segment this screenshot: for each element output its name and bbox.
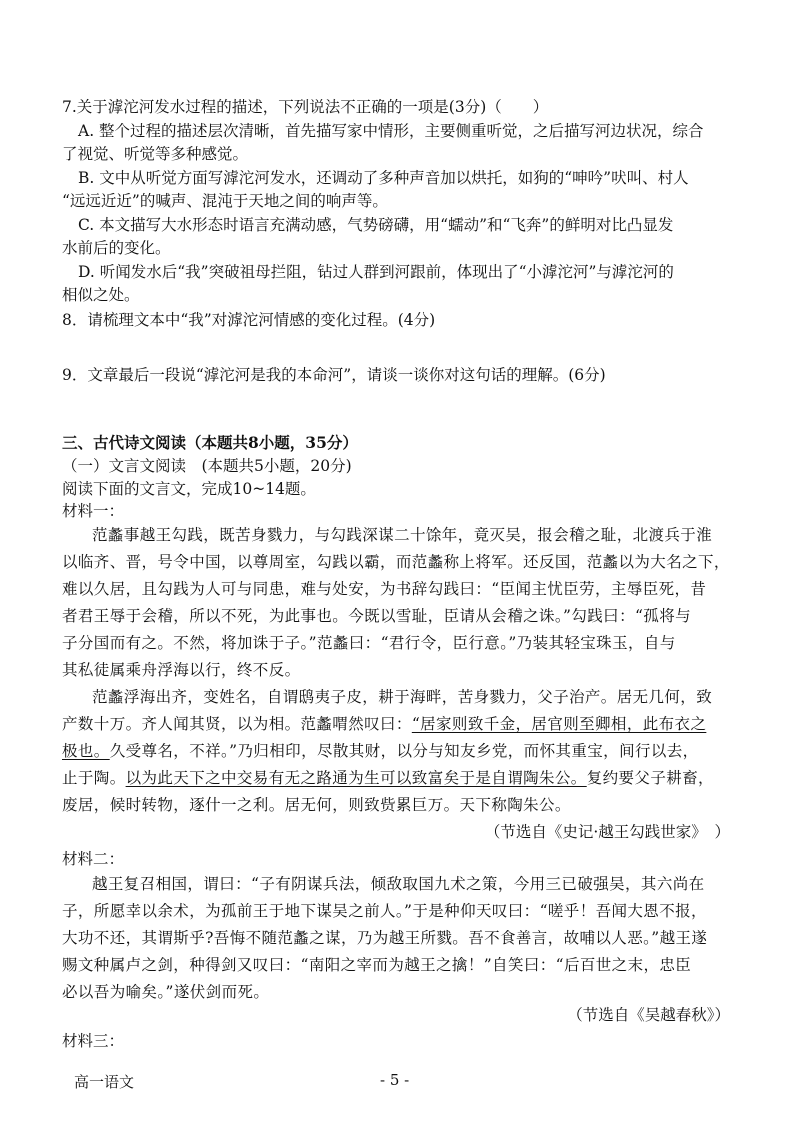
- question-9: 9．文章最后一段说“滹沱河是我的本命河”，请谈一谈你对这句话的理解。(6分): [62, 366, 606, 384]
- section-3-instruction: 阅读下面的文言文，完成10~14题。: [62, 480, 316, 498]
- m1-p1-line1: 范蠡事越王勾践，既苦身戮力，与勾践深谋二十馀年，竟灭吴，报会稽之耻，北渡兵于淮: [92, 526, 713, 544]
- material-2-label: 材料二：: [62, 850, 125, 868]
- m2-line5: 必以吾为喻矣。”遂伏剑而死。: [62, 983, 270, 1001]
- m1-p1-line3: 难以久居，且勾践为人可与同患，难与处安，为书辞勾践曰：“臣闻主忧臣劳，主辱臣死，昔: [62, 580, 707, 598]
- q7-option-a-line2: 了视觉、听觉等多种感觉。: [62, 145, 249, 163]
- page-number: - 5 -: [380, 1071, 410, 1089]
- q7-option-d-line2: 相似之处。: [62, 286, 140, 304]
- m2-line4: 赐文种属卢之剑，种得剑又叹曰：“南阳之宰而为越王之擒！”自笑曰：“后百世之末，忠臣: [62, 956, 692, 974]
- m1-p2-line5: 废居，候时转物，逐什一之利。居无何，则致赀累巨万。天下称陶朱公。: [62, 796, 571, 814]
- m2-line1: 越王复召相国，谓曰：“子有阴谋兵法，倾敌取国九术之策，今用三已破强吴，其六尚在: [92, 875, 705, 893]
- m1-p2-line4-tail: 复约要父子耕畜，: [586, 769, 714, 787]
- m1-underlined-sentence-b: 以为此天下之中交易有无之路通为生可以致富矣于是自谓陶朱公。: [125, 769, 587, 787]
- m2-source: （节选自《吴越春秋》）: [567, 1006, 730, 1024]
- m1-p1-line4: 者君王辱于会稽，所以不死，为此事也。今既以雪耻，臣请从会稽之诛。”勾践曰：“孤将与: [62, 607, 692, 625]
- q7-option-b-line2: “远远近近”的喊声、混沌于天地之间的响声等。: [62, 192, 388, 210]
- m1-p2-line4-text: 止于陶。: [62, 769, 126, 787]
- m1-underlined-sentence-a-end: 极也。: [62, 742, 110, 760]
- m1-p2-line2: [62, 713, 752, 735]
- m1-source: （节选自《史记·越王勾践世家》 ）: [484, 823, 730, 841]
- question-7-stem: 7.关于滹沱河发水过程的描述，下列说法不正确的一项是(3分)（ ）: [62, 98, 549, 116]
- q7-option-c-line2: 水前后的变化。: [62, 239, 171, 257]
- q7-option-d-line1: D. 听闻发水后“我”突破祖母拦阻，钻过人群到河跟前，体现出了“小滹沱河”与滹沱河的: [78, 263, 674, 281]
- m1-p2-line1: 范蠡浮海出齐，变姓名，自谓鸱夷子皮，耕于海畔，苦身戮力，父子治产。居无几何，致: [92, 688, 713, 706]
- material-3-label: 材料三：: [62, 1032, 125, 1050]
- m1-p2-line2-text: 产数十万。齐人闻其贤，以为相。范蠡喟然叹曰：: [62, 715, 412, 733]
- m1-underlined-sentence-a: “居家则致千金，居官则至卿相，此布衣之: [411, 715, 707, 733]
- m1-p2-line3-text: 久受尊名，不祥。”乃归相印，尽散其财，以分与知友乡党，而怀其重宝，间行以去，: [109, 742, 699, 760]
- m1-p1-line5: 子分国而有之。不然，将加诛于子。”范蠡曰：“君行令，臣行意。”乃装其轻宝珠玉，自与: [62, 634, 676, 652]
- m1-p1-line2: 以临齐、晋，号令中国，以尊周室，勾践以霸，而范蠡称上将军。还反国，范蠡以为大名之下，: [62, 553, 730, 571]
- section-3-title: 三、古代诗文阅读（本题共8小题，35分）: [62, 433, 358, 452]
- m1-p2-line4: [62, 767, 752, 789]
- q7-option-a-line1: A. 整个过程的描述层次清晰，首先描写家中情形，主要侧重听觉，之后描写河边状况，综合: [78, 122, 704, 140]
- m1-p1-line6: 其私徒属乘舟浮海以行，终不反。: [62, 661, 301, 679]
- material-1-label: 材料一：: [62, 502, 125, 520]
- m1-p2-line3: [62, 740, 752, 762]
- q7-option-c-line1: C. 本文描写大水形态时语言充满动感，气势磅礴，用“蠕动”和“飞奔”的鲜明对比凸显发: [78, 216, 674, 234]
- m2-line3: 大功不还，其谓斯乎?吾悔不随范蠡之谋，乃为越王所戮。吾不食善言，故哺以人恶。”越王遂: [62, 929, 708, 947]
- section-3-subtitle: （一）文言文阅读 (本题共5小题，20分): [62, 457, 352, 475]
- m2-line2: 子，所愿幸以余术，为孤前王于地下谋吴之前人。”于是种仰天叹曰：“嗟乎！吾闻大恩不报，: [62, 902, 707, 920]
- q7-option-b-line1: B. 文中从听觉方面写滹沱河发水，还调动了多种声音加以烘托，如狗的“呻吟”吠叫、村人: [78, 169, 689, 187]
- question-8: 8．请梳理文本中“我”对滹沱河情感的变化过程。(4分): [62, 311, 436, 329]
- footer-subject: 高一语文: [74, 1073, 135, 1091]
